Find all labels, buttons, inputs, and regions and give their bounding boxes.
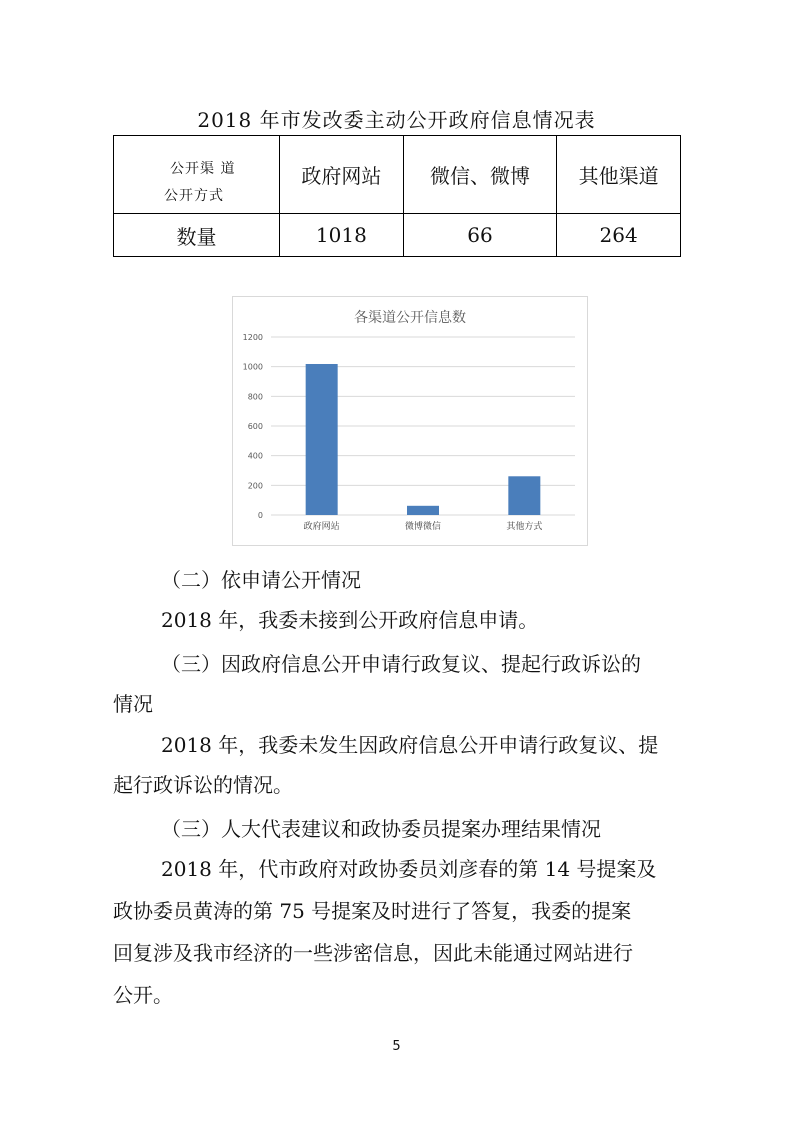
section4-text-line4: 公开。 bbox=[113, 983, 173, 1007]
x-category-label: 政府网站 bbox=[303, 522, 340, 532]
section4-heading-text: （三）人大代表建议和政协委员提案办理结果情况 bbox=[161, 817, 601, 841]
y-tick-label: 1000 bbox=[242, 362, 263, 372]
value-wechat-weibo: 66 bbox=[403, 214, 557, 257]
column-header-website: 政府网站 bbox=[280, 136, 404, 214]
y-tick-label: 1200 bbox=[242, 333, 263, 342]
table-header-row bbox=[114, 136, 681, 214]
section4-heading bbox=[113, 813, 683, 845]
section2-heading bbox=[113, 564, 683, 596]
section3-heading-line1: （三）因政府信息公开申请行政复议、提起行政诉讼的 bbox=[161, 652, 641, 676]
bar bbox=[306, 364, 338, 515]
section2-text: 2018 年，我委未接到公开政府信息申请。 bbox=[161, 608, 539, 632]
column-header-other: 其他渠道 bbox=[557, 136, 681, 214]
value-other: 264 bbox=[557, 214, 681, 257]
chart-title: 各渠道公开信息数 bbox=[354, 310, 466, 326]
y-tick-label: 200 bbox=[247, 481, 263, 491]
header-channel-label: 公开渠 道 bbox=[170, 161, 236, 177]
bar-chart bbox=[232, 296, 588, 546]
section2-heading-text: （二）依申请公开情况 bbox=[161, 568, 361, 592]
y-tick-label: 400 bbox=[247, 451, 263, 461]
section3-heading-line2: 情况 bbox=[113, 692, 153, 716]
section4-text-line2: 政协委员黄涛的第 75 号提案及时进行了答复，我委的提案 bbox=[113, 899, 632, 923]
diagonal-header-cell bbox=[114, 136, 280, 214]
section3-text-line2: 起行政诉讼的情况。 bbox=[113, 773, 293, 797]
section3-heading bbox=[113, 648, 683, 720]
section4-text-line1: 2018 年，代市政府对政协委员刘彦春的第 14 号提案及 bbox=[161, 857, 657, 881]
section2-paragraph bbox=[113, 604, 683, 636]
y-tick-label: 800 bbox=[247, 392, 263, 402]
x-category-label: 其他方式 bbox=[506, 522, 543, 532]
table-title: 2018 年市发改委主动公开政府信息情况表 bbox=[197, 108, 596, 132]
bar bbox=[508, 476, 540, 515]
y-tick-label: 600 bbox=[247, 422, 263, 431]
bar-chart-svg bbox=[233, 297, 587, 545]
section4-paragraph bbox=[113, 853, 683, 1011]
section4-text-line3: 回复涉及我市经济的一些涉密信息，因此未能通过网站进行 bbox=[113, 941, 633, 965]
table-value-row bbox=[114, 214, 681, 257]
value-website: 1018 bbox=[280, 214, 404, 257]
x-category-label: 微博微信 bbox=[404, 522, 442, 532]
section3-text-line1: 2018 年，我委未发生因政府信息公开申请行政复议、提 bbox=[161, 733, 659, 757]
column-header-wechat-weibo: 微信、微博 bbox=[403, 136, 557, 214]
header-method-label: 公开方式 bbox=[164, 188, 224, 204]
section3-paragraph bbox=[113, 729, 683, 801]
page-number: 5 bbox=[392, 1039, 401, 1054]
y-tick-label: 0 bbox=[257, 511, 263, 520]
row-label-quantity: 数量 bbox=[114, 214, 280, 257]
disclosure-table bbox=[113, 135, 681, 257]
bar bbox=[407, 506, 439, 515]
